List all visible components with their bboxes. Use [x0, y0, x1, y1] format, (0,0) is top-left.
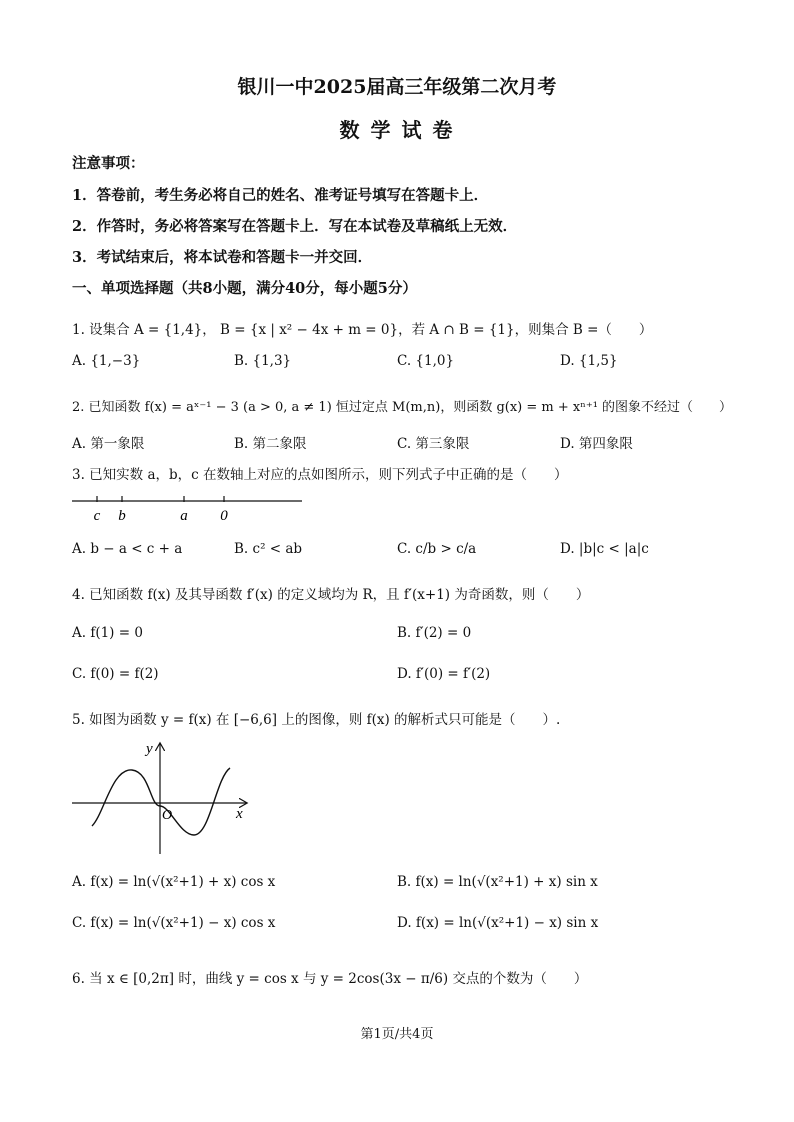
number-line-label-b: b — [118, 508, 126, 524]
number-line-label-a: a — [180, 508, 188, 524]
section-title: 一、单项选择题（共8小题，满分40分，每小题5分） — [72, 280, 417, 297]
question-2-option-c: C. 第三象限 — [397, 436, 470, 452]
x-axis-label: x — [236, 806, 243, 822]
question-1-option-c: C. {1,0} — [397, 353, 455, 369]
question-1-option-d: D. {1,5} — [560, 353, 618, 369]
note-item-3: 3．考试结束后，将本试卷和答题卡一并交回． — [72, 249, 373, 266]
question-4-option-b: B. f′(2) = 0 — [397, 625, 472, 641]
question-4-option-c: C. f(0) = f(2) — [72, 666, 159, 682]
question-2-stem: 2. 已知函数 f(x) = aˣ⁻¹ − 3 (a > 0, a ≠ 1) 恒过定点 M(m,n)，则函数 g(x) = m + xⁿ⁺¹ 的图象不经过（ ） — [72, 400, 733, 415]
page-title: 银川一中2025届高三年级第二次月考 — [237, 76, 557, 98]
question-2-option-d: D. 第四象限 — [560, 436, 633, 452]
origin-label: O — [162, 808, 173, 823]
function-curve — [92, 768, 230, 835]
question-3-stem: 3. 已知实数 a，b，c 在数轴上对应的点如图所示，则下列式子中正确的是（ ） — [72, 467, 568, 483]
number-line-label-zero: 0 — [220, 508, 228, 524]
question-5-option-b: B. f(x) = ln(√(x²+1) + x) sin x — [397, 874, 598, 890]
page-subtitle: 数 学 试 卷 — [339, 118, 455, 142]
question-4-option-d: D. f′(0) = f′(2) — [397, 666, 491, 682]
question-2-option-b: B. 第二象限 — [234, 436, 307, 452]
function-graph-figure — [70, 738, 260, 858]
question-5-option-c: C. f(x) = ln(√(x²+1) − x) cos x — [72, 915, 276, 931]
note-item-1: 1．答卷前，考生务必将自己的姓名、准考证号填写在答题卡上． — [72, 187, 489, 204]
question-5-stem: 5. 如图为函数 y = f(x) 在 [−6,6] 上的图像，则 f(x) 的解析式只可能是（ ）. — [72, 712, 561, 728]
page-footer: 第1页/共4页 — [360, 1027, 434, 1042]
question-1-option-b: B. {1,3} — [234, 353, 292, 369]
question-4-option-a: A. f(1) = 0 — [72, 625, 143, 641]
question-3-option-a: A. b − a < c + a — [72, 541, 183, 557]
question-5-option-d: D. f(x) = ln(√(x²+1) − x) sin x — [397, 915, 599, 931]
question-1-stem: 1. 设集合 A = {1,4}， B = {x | x² − 4x + m = 0}，若 A ∩ B = {1}，则集合 B =（ ） — [72, 322, 653, 338]
question-1-option-a: A. {1,−3} — [72, 353, 141, 369]
question-2-option-a: A. 第一象限 — [72, 436, 145, 452]
number-line-figure — [70, 492, 310, 526]
question-3-option-d: D. |b|c < |a|c — [560, 541, 649, 557]
question-4-stem: 4. 已知函数 f(x) 及其导函数 f′(x) 的定义域均为 R，且 f′(x+1) 为奇函数，则（ ） — [72, 587, 590, 603]
question-5-option-a: A. f(x) = ln(√(x²+1) + x) cos x — [72, 874, 276, 890]
note-item-2: 2．作答时，务必将答案写在答题卡上．写在本试卷及草稿纸上无效． — [72, 218, 518, 235]
question-3-option-b: B. c² < ab — [234, 541, 303, 557]
y-axis-label: y — [146, 741, 153, 757]
question-6-stem: 6. 当 x ∈ [0,2π] 时，曲线 y = cos x 与 y = 2cos(3x − π/6) 交点的个数为（ ） — [72, 971, 588, 987]
number-line-label-c: c — [93, 508, 101, 524]
notes-heading: 注意事项： — [72, 155, 145, 172]
question-3-option-c: C. c/b > c/a — [397, 541, 477, 557]
